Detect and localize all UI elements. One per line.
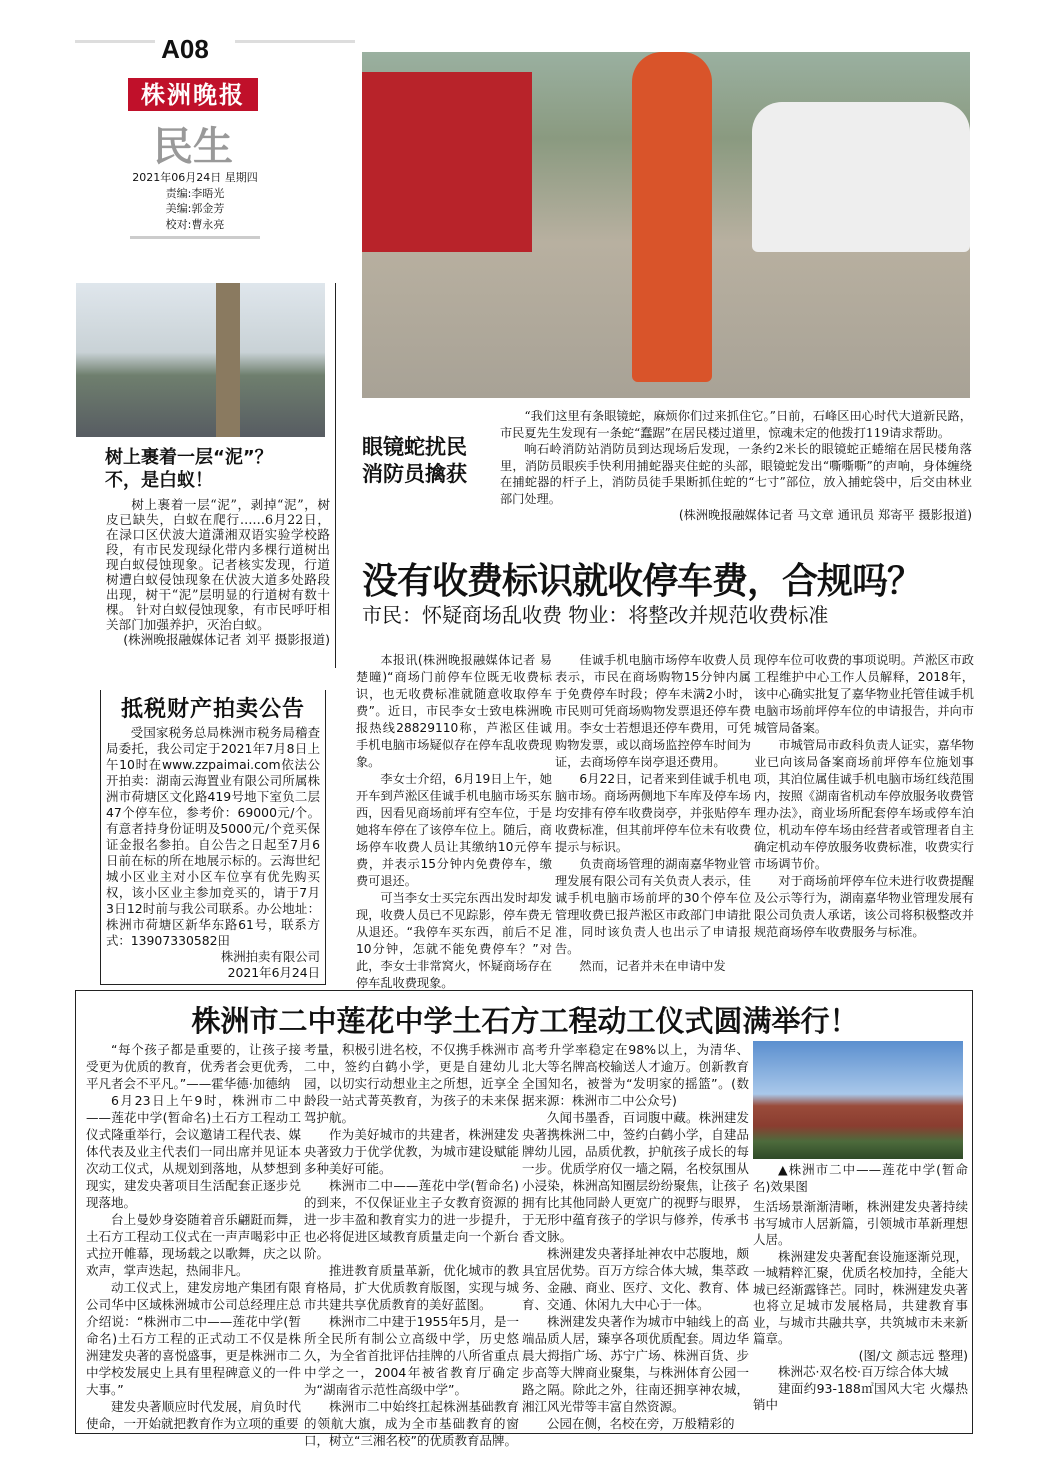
paragraph: 考量，积极引进名校，不仅携手株洲市二中，签约白鹤小学，更是自建幼儿园，以切实行动想业主之所想，近享全龄段一站式菁英教育，为孩子的未来保驾护航。 [304, 1042, 519, 1125]
paragraph: 负责商场管理的湖南嘉华物业管理发展有限公司有关负责人表示，佳诚手机电脑市场前坪的30个停车位管理收费已报芦淞区市政部门申请批准，同时该负责人也出示了申请报告。 [555, 857, 751, 956]
paragraph: 6月22日，记者来到佳诚手机电脑市场。商场两侧地下车库及停车场均安排有停车收费岗亭，并张贴停车收费标准，但其前坪停车位未有收费提示与标识。 [555, 772, 751, 854]
ad-slogan: 建面约93-188㎡国风大宅 火爆热销中 [753, 1380, 968, 1412]
art-editor: 美编:郭金芳 [165, 202, 225, 215]
auction-notice [100, 690, 326, 985]
title-line: 树上裹着一层“泥”？ [105, 447, 273, 468]
parking-headline: 没有收费标识就收停车费，合规吗？ [362, 561, 923, 602]
paragraph: 6月23日上午9时，株洲市二中——莲花中学(暂命名)土石方工程动工仪式隆重举行，会议邀请工程代表、媒体代表及业主代表们一同出席并见证本次动工仪式，从规划到落地，从梦想到现实，建发央著项目生活配套正逐步兑现落地。 [86, 1093, 301, 1210]
paragraph: 然而，记者并未在申请中发 [579, 959, 726, 973]
parking-column [356, 652, 552, 992]
termite-tree-photo [76, 283, 325, 437]
header-divider [130, 236, 260, 239]
auction-body: 受国家税务总局株洲市税务局稽查局委托，我公司定于2021年7月8日上午10时在www.zzpaimai.com依法公开拍卖：湖南云海置业有限公司所属株洲市荷塘区文化路419号地下室负二层47个停车位，参考价：69000元/个。有意者持身份证明及5000元/个竞买保证金报名参拍。自公告之日起至7月6日前在标的所在地展示标的。云海世纪城小区业主对小区车位享有优先购买权，该小区业主参加竞买的，请于7月3日12时前与我公司联系。办公地址：株洲市荷塘区新华东路61号，联系方式：13907330582田 [106, 725, 320, 948]
page-number: A08 [161, 34, 209, 64]
paragraph: 株洲建发央著配套设施逐渐兑现，一城精粹汇聚，优质名校加持，全能大城已经渐露锋芒。同时，株洲建发央著也将立足城市发展格局，共建教育事业，与城市共融共享，共筑城市未来新篇章。 [753, 1248, 968, 1346]
paragraph: 现停车位可收费的事项说明。芦淞区市政工程维护中心工作人员解释，2018年，该中心确实批复了嘉华物业托管佳诚手机电脑市场前坪停车位的申请报告，并向市城管局备案。 [754, 653, 974, 735]
byline: (图/文 颜志远 整理) [858, 1347, 968, 1363]
paragraph: 建发央著顺应时代发展，肩负时代使命，一开始就把教育作为立项的重要 [86, 1399, 301, 1431]
newspaper-logo: 株洲晚报 [128, 78, 258, 111]
paragraph: 株洲建发央著作为城市中轴线上的高端品质人居，臻享各项优质配套。周边华晨大拇指广场、苏宁广场、株洲百货、步步高等大牌商业聚集，与株洲体育公园一路之隔。除此之外，往南还拥享神农城，湘江风光带等丰富自然资源。 [522, 1314, 749, 1414]
auction-title: 抵税财产拍卖公告 [120, 697, 305, 722]
snake-article-title [362, 434, 492, 488]
paragraph: “每个孩子都是重要的，让孩子接受更为优质的教育，优秀者会更优秀，平凡者会不平凡。”——霍华德·加德纳 [86, 1042, 301, 1091]
auction-company: 株洲拍卖有限公司 [220, 949, 320, 964]
paragraph: 生活场景渐渐清晰，株洲建发央著持续书写城市人居新篇，引领城市革新理想人居。 [753, 1199, 968, 1247]
paragraph: 推进教育质量革新，优化城市的教育格局，扩大优质教育版图，实现与城市共建共享优质教育的美好蓝图。 [304, 1263, 519, 1312]
school-column [86, 1041, 301, 1432]
school-advertorial [75, 990, 973, 1448]
issue-meta [110, 170, 280, 232]
paragraph: 久闻书墨香，百词腹中藏。株洲建发央著携株洲二中，签约白鹤小学，自建品牌幼儿园，品质优教，护航孩子成长的每一步。优质学府仅一墙之隔，名校氛围从小浸染，株洲高知圈层纷纷聚焦，让孩子拥有比其他同龄人更宽广的视野与眼界，于无形中蕴育孩子的学识与修养，传承书香文脉。 [522, 1110, 749, 1244]
paragraph: 响石岭消防站消防员到达现场后发现，一条约2米长的眼镜蛇正蜷缩在居民楼角落里，消防员眼疾手快利用捕蛇器夹住蛇的头部，眼镜蛇发出“嘶嘶嘶”的声响，身体缠绕在捕蛇器的杆子上，消防员徒手果断抓住蛇的“七寸”部位，放入捕蛇袋中，后交由林业部门处理。 [500, 442, 972, 506]
issue-date: 2021年06月24日 星期四 [132, 171, 258, 184]
termite-article-body [106, 497, 330, 647]
paragraph: 动工仪式上，建发房地产集团有限公司华中区域株洲城市公司总经理庄总介绍说：“株洲市二中——莲花中学(暂命名)土石方工程的正式动工不仅是株洲建发央著的喜悦盛事，更是株洲市二中学校发展史上具有里程碑意义的一件大事。” [86, 1280, 301, 1397]
header-rule [235, 40, 355, 43]
paragraph: 李女士介绍，6月19日上午，她开车到芦淞区佳诚手机电脑市场买东西，因看见商场前坪有空车位，于是她将车停在了该停车位上。随后，商场停车收费人员让其缴纳10元停车费，并表示15分钟内免费停车，缴费可退还。 [356, 772, 552, 888]
paragraph: 高考升学率稳定在98%以上，为清华、北大等名牌高校输送人才逾万。创新教育全国知名，被誉为“发明家的摇篮”。(数据来源：株洲市二中公众号) [522, 1042, 749, 1108]
firefighter-snake-photo [362, 52, 970, 398]
paragraph: 公园在侧，名校在旁，万般精彩的 [547, 1416, 735, 1431]
parking-column [555, 652, 751, 975]
title-line: 消防员擒获 [362, 462, 467, 486]
paragraph: 株洲建发央著择址神农中芯腹地，颇具宜居优势。百万方综合体大城，集萃政务、金融、商业、医疗、文化、教育、体育、交通、休闲九大中心于一体。 [522, 1246, 749, 1312]
paragraph: 株洲市二中——莲花中学(暂命名)的到来，不仅保证业主子女教育资源的进一步丰盈和教育实力的进一步提升，也必将促进区域教育质量走向一个新台阶。 [304, 1178, 519, 1261]
school-column [304, 1041, 519, 1449]
paragraph: 可当李女士买完东西出发时却发现，收费人员已不见踪影，停车费无从退还。“我停车买东西，前后不足10分钟，怎就不能免费停车？”对此，李女士非常窝火，怀疑商场存在停车乱收费现象。 [356, 891, 552, 990]
paragraph: “我们这里有条眼镜蛇，麻烦你们过来抓住它。”日前，石峰区田心时代大道新民路，市民夏先生发现有一条蛇“蠢踞”在居民楼过道里，惊魂未定的他拨打119请求帮助。 [500, 409, 972, 440]
school-column [753, 1199, 968, 1414]
paragraph: 株洲市二中始终扛起株洲基础教育的领航大旗，成为全市基础教育的窗口，树立“三湘名校”的优质教育品牌。 [304, 1399, 519, 1448]
paragraph: 树上裹着一层“泥”，剥掉“泥”，树皮已缺失，白蚁在爬行……6月22日，在渌口区伏波大道潇湘双语实验学校路段，有市民发现绿化带内多棵行道树出现白蚁侵蚀现象。记者核实发现，行道树遭白蚁侵蚀现象在伏波大道多处路段出现，树干“泥”层明显的行道树有数十棵。 针对白蚁侵蚀现象，有市民呼吁相关部门加强养护，灭治白蚁。 [106, 497, 330, 632]
column-divider [335, 283, 336, 668]
parking-subheadline: 市民：怀疑商场乱收费 物业：将整改并规范收费标准 [362, 603, 829, 627]
white-car [752, 102, 970, 252]
title-line: 眼镜蛇扰民 [362, 435, 467, 459]
snake-article-body [500, 408, 972, 524]
paragraph: 对于商场前坪停车位未进行收费提醒及公示等行为，湖南嘉华物业管理发展有限公司负责人承诺，该公司将积极整改并规范商场停车收费服务与标准。 [754, 874, 974, 939]
auction-date: 2021年6月24日 [227, 965, 320, 980]
editor: 责编:李晤光 [165, 186, 225, 200]
tree-trunk [216, 283, 240, 437]
termite-article-title [105, 446, 305, 492]
paragraph: 佳诚手机电脑市场停车收费人员表示，市民在商场购物15分钟内属于免费停车时段；停车未满2小时，市民则可凭商场购物发票退还停车费用。李女士若想退还停车费用，可凭购物发票，或以商场监控停车时间为证，去商场停车岗亭退还费用。 [555, 653, 751, 769]
title-line: 不，是白蚁！ [105, 470, 213, 491]
image-caption [753, 1161, 968, 1195]
school-column [522, 1041, 749, 1432]
paragraph: 本报讯(株洲晚报融媒体记者 易楚曈)“商场门前停车位既无收费标识，也无收费标准就随意收取停车费”。近日，市民李女士致电株洲晚报热线28829110称，芦淞区佳诚手机电脑市场疑似存在停车乱收费现象。 [356, 653, 552, 769]
byline: (株洲晚报融媒体记者 马文章 通讯员 郑寄平 摄影报道) [678, 508, 972, 522]
paragraph: 株洲市二中建于1955年5月，是一所全民所有制公立高级中学，历史悠久，为全省首批评估挂牌的八所省重点中学之一，2004年被省教育厅确定为“湖南省示范性高级中学”。 [304, 1314, 519, 1397]
school-rendering-image [753, 1041, 963, 1159]
section-title: 民生 [153, 123, 233, 170]
firefighter [632, 52, 712, 382]
paragraph: 作为美好城市的共建者，株洲建发央著致力于优学优教，为城市建设赋能多种美好可能。 [304, 1127, 519, 1176]
caption-text: ▲株洲市二中——莲花中学(暂命名)效果图 [753, 1162, 968, 1194]
paragraph: 台上曼妙身姿随着音乐翩跹而舞，土石方工程动工仪式在一声声喝彩中正式拉开帷幕，现场载之以歌舞，庆之以欢声，掌声迭起，热闹非凡。 [86, 1212, 301, 1278]
proofreader: 校对:曹永亮 [165, 217, 225, 231]
parking-column [754, 652, 974, 941]
fire-truck [362, 72, 532, 252]
paragraph: 市城管局市政科负责人证实，嘉华物业已向该局备案商场前坪停车位施划事项，其泊位属佳诚手机电脑市场红线范围内，按照《湖南省机动车停放服务收费管理办法》，商业场所配套停车场或停车泊位，机动车停车场由经营者或管理者自主确定机动车停放服务收费标准，收费实行市场调节价。 [754, 738, 974, 871]
ad-slogan: 株洲芯·双名校·百万综合体大城 [778, 1364, 949, 1379]
byline: (株洲晚报融媒体记者 刘平 摄影报道) [123, 632, 330, 647]
school-article-title: 株洲市二中莲花中学土石方工程动工仪式圆满举行！ [191, 1004, 859, 1038]
